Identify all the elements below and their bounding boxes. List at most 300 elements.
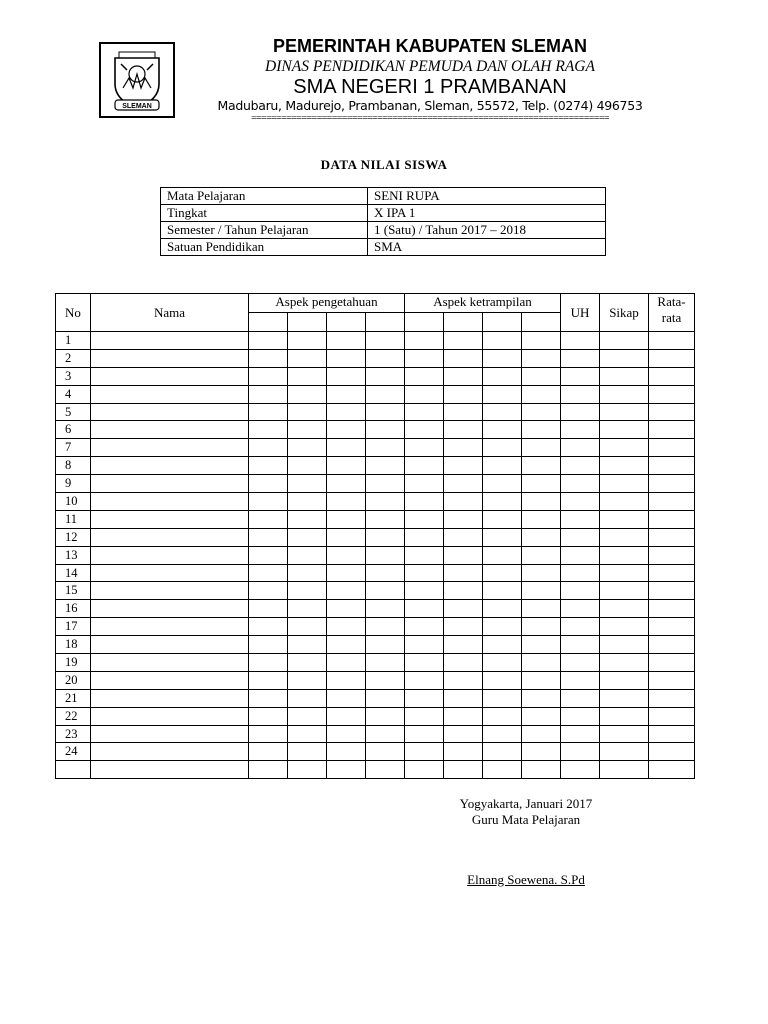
score-cell: [600, 367, 649, 385]
score-cell: [249, 385, 288, 403]
name-cell: [91, 439, 249, 457]
score-cell: [522, 439, 561, 457]
score-cell: [327, 582, 366, 600]
score-cell: [483, 349, 522, 367]
score-cell: [366, 636, 405, 654]
score-cell: [366, 546, 405, 564]
row-number: 18: [56, 636, 91, 654]
score-cell: [327, 546, 366, 564]
score-cell: [249, 689, 288, 707]
name-cell: [91, 707, 249, 725]
score-cell: [288, 475, 327, 493]
header-rata-line2: rata: [661, 310, 682, 325]
score-cell: [561, 743, 600, 761]
score-cell: [444, 654, 483, 672]
score-cell: [522, 475, 561, 493]
score-cell: [561, 600, 600, 618]
department-name: DINAS PENDIDIKAN PEMUDA DAN OLAH RAGA: [265, 58, 595, 75]
score-cell: [444, 582, 483, 600]
score-cell: [649, 725, 695, 743]
score-cell: [483, 457, 522, 475]
table-row: [56, 654, 695, 672]
score-cell: [327, 600, 366, 618]
info-row: [161, 188, 606, 205]
score-cell: [288, 564, 327, 582]
score-cell: [483, 528, 522, 546]
table-row: [56, 493, 695, 511]
score-cell: [600, 510, 649, 528]
name-cell: [91, 403, 249, 421]
score-cell: [444, 510, 483, 528]
score-cell: [366, 493, 405, 511]
score-cell: [561, 564, 600, 582]
row-number: 6: [56, 421, 91, 439]
row-number: 5: [56, 403, 91, 421]
score-cell: [444, 600, 483, 618]
name-cell: [91, 671, 249, 689]
info-value: X IPA 1: [368, 205, 606, 222]
letterhead-divider: =======================================================================: [251, 113, 609, 124]
score-cell: [288, 582, 327, 600]
score-cell: [327, 528, 366, 546]
row-number: [56, 761, 91, 779]
score-cell: [483, 743, 522, 761]
score-cell: [561, 528, 600, 546]
table-row: [56, 743, 695, 761]
score-cell: [600, 457, 649, 475]
score-cell: [649, 510, 695, 528]
score-cell: [561, 421, 600, 439]
score-cell: [649, 654, 695, 672]
score-cell: [649, 528, 695, 546]
score-cell: [405, 493, 444, 511]
score-cell: [288, 743, 327, 761]
score-cell: [288, 349, 327, 367]
score-cell: [522, 421, 561, 439]
score-cell: [483, 564, 522, 582]
score-cell: [483, 493, 522, 511]
score-cell: [366, 421, 405, 439]
score-cell: [288, 367, 327, 385]
score-cell: [288, 510, 327, 528]
info-row: [161, 205, 606, 222]
score-cell: [288, 671, 327, 689]
score-cell: [444, 421, 483, 439]
score-cell: [444, 475, 483, 493]
score-cell: [288, 761, 327, 779]
row-number: 23: [56, 725, 91, 743]
score-table-body: [56, 332, 695, 779]
score-cell: [444, 385, 483, 403]
score-cell: [561, 349, 600, 367]
score-cell: [249, 493, 288, 511]
score-cell: [561, 475, 600, 493]
score-cell: [327, 618, 366, 636]
logo-label: SLEMAN: [122, 103, 152, 110]
coat-of-arms-icon: [101, 44, 173, 116]
score-cell: [249, 528, 288, 546]
score-cell: [444, 439, 483, 457]
pengetahuan-sub-2: [288, 313, 327, 332]
table-row: [56, 546, 695, 564]
header-aspek-pengetahuan: Aspek pengetahuan: [249, 294, 405, 313]
score-cell: [288, 636, 327, 654]
score-cell: [366, 743, 405, 761]
score-cell: [522, 707, 561, 725]
score-cell: [444, 367, 483, 385]
table-row: [56, 475, 695, 493]
score-cell: [649, 439, 695, 457]
score-cell: [483, 439, 522, 457]
score-cell: [366, 582, 405, 600]
score-cell: [327, 475, 366, 493]
name-cell: [91, 528, 249, 546]
score-cell: [249, 367, 288, 385]
score-cell: [600, 743, 649, 761]
score-cell: [561, 725, 600, 743]
score-cell: [600, 493, 649, 511]
score-cell: [327, 385, 366, 403]
score-cell: [561, 636, 600, 654]
header-rata-rata: [649, 294, 695, 332]
score-cell: [405, 367, 444, 385]
school-name: SMA NEGERI 1 PRAMBANAN: [293, 76, 567, 98]
score-cell: [249, 510, 288, 528]
name-cell: [91, 654, 249, 672]
score-cell: [649, 385, 695, 403]
score-cell: [249, 439, 288, 457]
score-cell: [444, 564, 483, 582]
score-cell: [327, 564, 366, 582]
row-number: 24: [56, 743, 91, 761]
score-cell: [561, 439, 600, 457]
score-cell: [649, 403, 695, 421]
score-cell: [366, 689, 405, 707]
score-cell: [444, 618, 483, 636]
score-cell: [366, 403, 405, 421]
score-cell: [600, 707, 649, 725]
name-cell: [91, 600, 249, 618]
score-cell: [522, 528, 561, 546]
score-cell: [405, 761, 444, 779]
score-cell: [366, 654, 405, 672]
info-label: Tingkat: [161, 205, 368, 222]
row-number: 4: [56, 385, 91, 403]
score-cell: [444, 636, 483, 654]
score-cell: [444, 349, 483, 367]
score-cell: [649, 457, 695, 475]
document-title: DATA NILAI SISWA: [320, 157, 448, 172]
score-cell: [366, 761, 405, 779]
score-cell: [327, 439, 366, 457]
score-cell: [366, 332, 405, 350]
score-cell: [327, 493, 366, 511]
score-cell: [561, 761, 600, 779]
row-number: 16: [56, 600, 91, 618]
score-cell: [561, 689, 600, 707]
score-cell: [288, 385, 327, 403]
score-cell: [288, 457, 327, 475]
score-cell: [522, 493, 561, 511]
score-cell: [561, 403, 600, 421]
row-number: 8: [56, 457, 91, 475]
name-cell: [91, 618, 249, 636]
score-cell: [327, 510, 366, 528]
score-cell: [522, 689, 561, 707]
table-row: [56, 510, 695, 528]
score-cell: [288, 439, 327, 457]
score-cell: [288, 421, 327, 439]
ketrampilan-sub-4: [522, 313, 561, 332]
name-cell: [91, 689, 249, 707]
score-cell: [600, 671, 649, 689]
score-cell: [405, 636, 444, 654]
name-cell: [91, 725, 249, 743]
score-cell: [600, 349, 649, 367]
table-row: [56, 385, 695, 403]
table-row: [56, 600, 695, 618]
name-cell: [91, 564, 249, 582]
score-cell: [366, 564, 405, 582]
score-cell: [327, 367, 366, 385]
score-cell: [405, 743, 444, 761]
score-cell: [649, 707, 695, 725]
score-cell: [522, 510, 561, 528]
score-cell: [561, 457, 600, 475]
score-cell: [249, 618, 288, 636]
score-cell: [405, 725, 444, 743]
score-cell: [649, 600, 695, 618]
score-cell: [327, 671, 366, 689]
score-cell: [600, 528, 649, 546]
score-cell: [483, 654, 522, 672]
score-cell: [522, 564, 561, 582]
score-cell: [444, 671, 483, 689]
score-cell: [483, 689, 522, 707]
score-cell: [249, 743, 288, 761]
score-cell: [649, 761, 695, 779]
score-cell: [522, 349, 561, 367]
score-cell: [366, 349, 405, 367]
score-cell: [288, 493, 327, 511]
score-cell: [405, 332, 444, 350]
score-cell: [249, 457, 288, 475]
row-number: 7: [56, 439, 91, 457]
score-cell: [249, 707, 288, 725]
score-cell: [600, 332, 649, 350]
score-cell: [483, 367, 522, 385]
row-number: 17: [56, 618, 91, 636]
score-cell: [288, 600, 327, 618]
table-row: [56, 671, 695, 689]
row-number: 15: [56, 582, 91, 600]
score-cell: [483, 510, 522, 528]
score-cell: [405, 564, 444, 582]
row-number: 22: [56, 707, 91, 725]
score-cell: [288, 332, 327, 350]
score-cell: [483, 546, 522, 564]
row-number: 1: [56, 332, 91, 350]
school-address: Madubaru, Madurejo, Prambanan, Sleman, 55572, Telp. (0274) 496753: [217, 98, 643, 113]
score-cell: [649, 493, 695, 511]
name-cell: [91, 546, 249, 564]
score-cell: [600, 385, 649, 403]
score-cell: [649, 618, 695, 636]
score-cell: [249, 582, 288, 600]
score-cell: [405, 457, 444, 475]
student-score-table: [55, 293, 695, 779]
score-cell: [561, 546, 600, 564]
score-cell: [600, 439, 649, 457]
regency-logo: [99, 42, 175, 118]
score-cell: [522, 457, 561, 475]
score-cell: [522, 725, 561, 743]
score-cell: [600, 618, 649, 636]
row-number: 19: [56, 654, 91, 672]
name-cell: [91, 761, 249, 779]
score-cell: [444, 725, 483, 743]
score-cell: [288, 654, 327, 672]
score-cell: [327, 457, 366, 475]
score-cell: [600, 475, 649, 493]
score-cell: [522, 618, 561, 636]
pengetahuan-sub-4: [366, 313, 405, 332]
score-cell: [249, 332, 288, 350]
score-cell: [522, 636, 561, 654]
score-cell: [288, 707, 327, 725]
score-cell: [405, 385, 444, 403]
name-cell: [91, 457, 249, 475]
table-row: [56, 761, 695, 779]
score-cell: [366, 707, 405, 725]
score-cell: [561, 493, 600, 511]
score-cell: [522, 600, 561, 618]
score-cell: [288, 528, 327, 546]
header-rata-line1: Rata-: [657, 294, 686, 309]
score-cell: [366, 600, 405, 618]
score-cell: [366, 725, 405, 743]
score-cell: [288, 403, 327, 421]
info-row: [161, 222, 606, 239]
score-cell: [327, 636, 366, 654]
name-cell: [91, 743, 249, 761]
ketrampilan-sub-2: [444, 313, 483, 332]
table-row: [56, 367, 695, 385]
score-cell: [288, 725, 327, 743]
score-cell: [483, 707, 522, 725]
score-cell: [561, 510, 600, 528]
score-cell: [483, 403, 522, 421]
score-cell: [649, 332, 695, 350]
score-cell: [405, 421, 444, 439]
score-cell: [483, 421, 522, 439]
score-cell: [649, 636, 695, 654]
score-cell: [249, 564, 288, 582]
name-cell: [91, 582, 249, 600]
score-cell: [483, 475, 522, 493]
row-number: 14: [56, 564, 91, 582]
score-cell: [483, 332, 522, 350]
score-cell: [522, 743, 561, 761]
table-row: [56, 564, 695, 582]
score-cell: [444, 546, 483, 564]
score-cell: [249, 600, 288, 618]
info-row: [161, 239, 606, 256]
table-row: [56, 439, 695, 457]
info-label: Mata Pelajaran: [161, 188, 368, 205]
score-cell: [249, 654, 288, 672]
score-cell: [600, 582, 649, 600]
name-cell: [91, 367, 249, 385]
score-cell: [444, 761, 483, 779]
signature-place-date: Yogyakarta, Januari 2017: [459, 796, 593, 811]
name-cell: [91, 421, 249, 439]
row-number: 9: [56, 475, 91, 493]
score-cell: [327, 689, 366, 707]
name-cell: [91, 475, 249, 493]
score-cell: [249, 403, 288, 421]
header-uh: UH: [561, 294, 600, 332]
score-cell: [561, 367, 600, 385]
score-cell: [600, 546, 649, 564]
score-cell: [327, 654, 366, 672]
ketrampilan-sub-1: [405, 313, 444, 332]
score-cell: [561, 707, 600, 725]
score-cell: [288, 689, 327, 707]
table-row: [56, 618, 695, 636]
score-cell: [600, 689, 649, 707]
name-cell: [91, 385, 249, 403]
row-number: 12: [56, 528, 91, 546]
info-value: 1 (Satu) / Tahun 2017 – 2018: [368, 222, 606, 239]
score-cell: [649, 421, 695, 439]
pengetahuan-sub-3: [327, 313, 366, 332]
table-row: [56, 349, 695, 367]
score-cell: [522, 654, 561, 672]
score-cell: [366, 510, 405, 528]
score-cell: [249, 636, 288, 654]
score-cell: [483, 671, 522, 689]
score-cell: [327, 743, 366, 761]
score-cell: [483, 636, 522, 654]
table-row: [56, 689, 695, 707]
name-cell: [91, 493, 249, 511]
ketrampilan-sub-3: [483, 313, 522, 332]
score-cell: [366, 671, 405, 689]
header-nama: Nama: [91, 294, 249, 332]
signature-name: Elnang Soewena. S.Pd: [467, 872, 585, 887]
table-row: [56, 457, 695, 475]
score-cell: [483, 761, 522, 779]
score-cell: [649, 743, 695, 761]
row-number: 2: [56, 349, 91, 367]
score-cell: [327, 421, 366, 439]
name-cell: [91, 636, 249, 654]
info-label: Satuan Pendidikan: [161, 239, 368, 256]
government-name: PEMERINTAH KABUPATEN SLEMAN: [273, 36, 587, 56]
score-cell: [405, 654, 444, 672]
score-cell: [483, 600, 522, 618]
score-cell: [405, 689, 444, 707]
score-cell: [327, 707, 366, 725]
score-cell: [522, 367, 561, 385]
score-cell: [405, 403, 444, 421]
score-cell: [522, 671, 561, 689]
score-cell: [561, 618, 600, 636]
score-cell: [249, 349, 288, 367]
score-cell: [522, 403, 561, 421]
table-row: [56, 636, 695, 654]
